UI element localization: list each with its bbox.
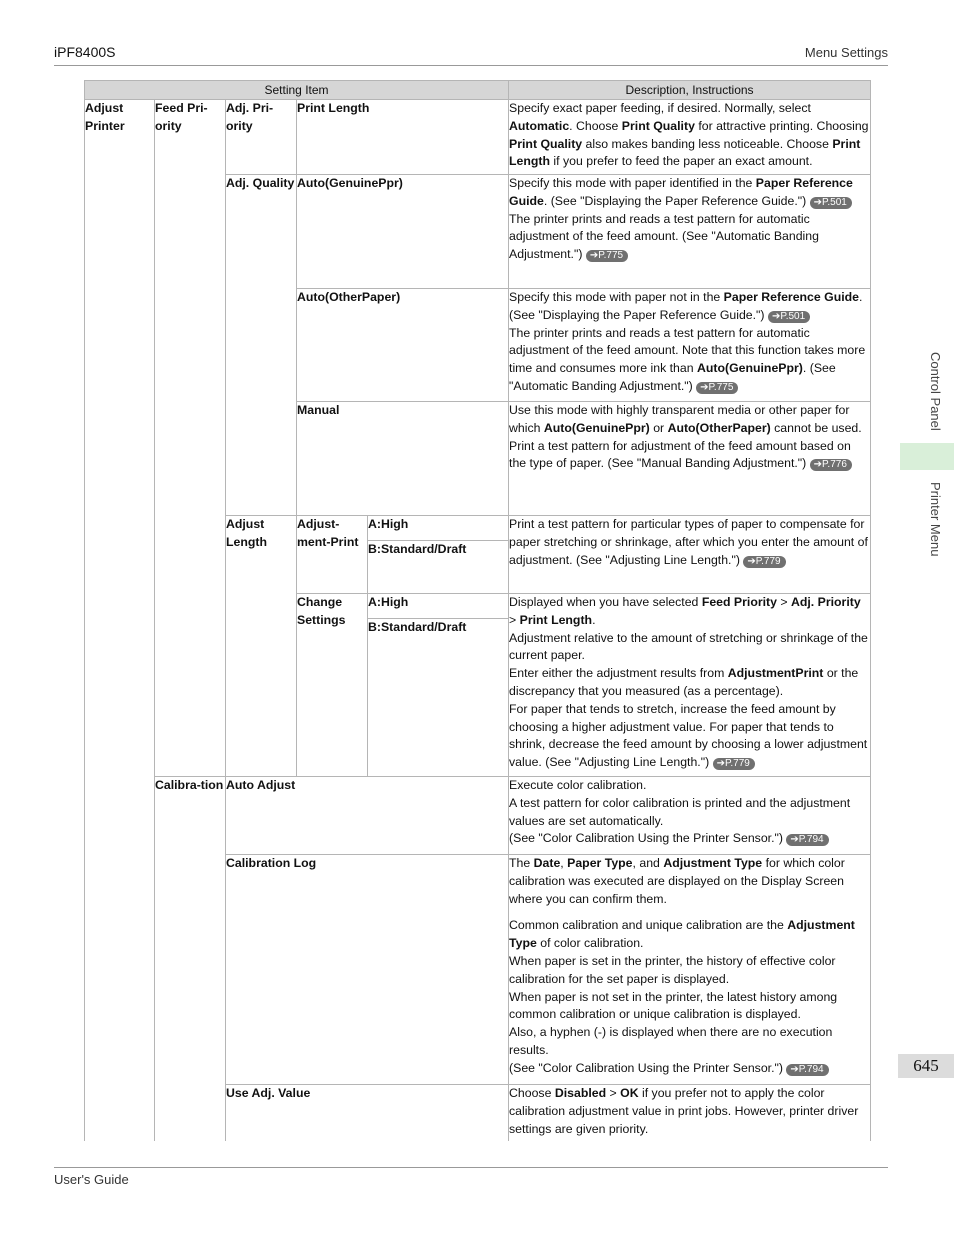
header-model: iPF8400S (54, 44, 116, 60)
side-tab-control-panel[interactable]: Control Panel (928, 352, 943, 431)
label-a-high: A:High (368, 594, 509, 619)
page-ref-link[interactable]: ➔P.775 (696, 382, 738, 394)
label-adjust-length: Adjust Length (226, 516, 297, 777)
label-b-standard: B:Standard/Draft (368, 619, 509, 777)
desc-adjustment-print: Print a test pattern for particular types of paper to compensate for paper stretching or shrinkage, after which you enter the amount of adjustment. (See "Adjusting Line Length.") ➔P.779 (509, 516, 871, 594)
page-ref-link[interactable]: ➔P.501 (810, 197, 852, 209)
table-row (85, 100, 871, 175)
label-auto-genuine: Auto(GenuinePpr) (297, 175, 509, 289)
label-use-adj-value: Use Adj. Value (226, 1085, 509, 1141)
label-auto-adjust: Auto Adjust (226, 777, 509, 855)
desc-auto-adjust: Execute color calibration. A test pattern for color calibration is printed and the adjustment values are set automatically. (See "Color Calibration Using the Printer Sensor.") ➔P.794 (509, 777, 871, 855)
label-adjust-printer: Adjust Printer (85, 100, 155, 1141)
page-number: 645 (898, 1054, 954, 1078)
header-divider (54, 65, 888, 66)
desc-manual: Use this mode with highly transparent media or other paper for which Auto(GenuinePpr) or Auto(OtherPaper) cannot be used. Print a test pattern for adjustment of the feed amount based on the type of paper. (See "Manual Banding Adjustment.") ➔P.776 (509, 402, 871, 516)
label-adj-quality: Adj. Quality (226, 175, 297, 516)
label-adj-priority: Adj. Pri-ority (226, 100, 297, 175)
page-ref-link[interactable]: ➔P.794 (786, 834, 828, 846)
label-change-settings: Change Settings (297, 594, 368, 777)
settings-table (84, 80, 871, 1141)
desc-calibration-log: The Date, Paper Type, and Adjustment Type for which color calibration was executed are displayed on the Display Screen where you can confirm them. Common calibration and unique calibration are the Adjustment Type of color calibration. When paper is set in the printer, the history of effective color calibration for the set paper is displayed. When paper is not set in the printer, the latest history among common calibration or unique calibration is displayed. Also, a hyphen (-) is displayed when there are no execution results. (See "Color Calibration Using the Printer Sensor.") ➔P.794 (509, 855, 871, 1085)
header-section: Menu Settings (804, 45, 888, 60)
label-manual: Manual (297, 402, 509, 516)
desc-print-length: Specify exact paper feeding, if desired. Normally, select Automatic. Choose Print Quality for attractive printing. Choosing Print Quality also makes banding less noticeable. Choose Print Length if you prefer to feed the paper an exact amount. (509, 100, 871, 175)
page-ref-link[interactable]: ➔P.779 (743, 556, 785, 568)
page-ref-link[interactable]: ➔P.794 (786, 1064, 828, 1076)
table-header-row (85, 81, 871, 100)
label-a-high: A:High (368, 516, 509, 541)
desc-auto-other: Specify this mode with paper not in the Paper Reference Guide. (See "Displaying the Paper Reference Guide.") ➔P.501 The printer prints and reads a test pattern for automatic adjustment of the feed amount. Note that this function takes more time and consumes more ink than Auto(GenuinePpr). (See "Automatic Banding Adjustment.") ➔P.775 (509, 289, 871, 402)
desc-auto-genuine: Specify this mode with paper identified in the Paper Reference Guide. (See "Displaying the Paper Reference Guide.") ➔P.501 The printer prints and reads a test pattern for automatic adjustment of the feed amount. (See "Automatic Banding Adjustment.") ➔P.775 (509, 175, 871, 289)
page-ref-link[interactable]: ➔P.776 (810, 459, 852, 471)
page-ref-link[interactable]: ➔P.779 (713, 758, 755, 770)
label-print-length: Print Length (297, 100, 509, 175)
header-setting-item: Setting Item (85, 81, 509, 100)
desc-use-adj-value: Choose Disabled > OK if you prefer not to apply the color calibration adjustment value in print jobs. However, printer driver settings are given priority. (509, 1085, 871, 1141)
label-adjustment-print: Adjust-ment-Print (297, 516, 368, 594)
page-ref-link[interactable]: ➔P.501 (768, 311, 810, 323)
desc-change-settings: Displayed when you have selected Feed Priority > Adj. Priority > Print Length. Adjustment relative to the amount of stretching or shrinkage of the current paper. Enter either the adjustment results from AdjustmentPrint or the discrepancy that you measured (as a percentage). For paper that tends to stretch, increase the feed amount by choosing a higher adjustment value. For paper that tends to shrink, decrease the feed amount by choosing a lower adjustment value. (See "Adjusting Line Length.") ➔P.779 (509, 594, 871, 777)
footer-divider (54, 1167, 888, 1168)
side-tab-printer-menu[interactable]: Printer Menu (928, 482, 943, 557)
footer-guide: User's Guide (54, 1172, 129, 1187)
side-tab-highlight (900, 443, 954, 470)
label-calibration-log: Calibration Log (226, 855, 509, 1085)
label-auto-other: Auto(OtherPaper) (297, 289, 509, 402)
table-row (85, 777, 871, 855)
label-b-standard: B:Standard/Draft (368, 541, 509, 594)
header-description: Description, Instructions (509, 81, 871, 100)
label-feed-priority: Feed Pri-ority (155, 100, 226, 777)
page-ref-link[interactable]: ➔P.775 (586, 250, 628, 262)
label-calibration: Calibra-tion (155, 777, 226, 1141)
